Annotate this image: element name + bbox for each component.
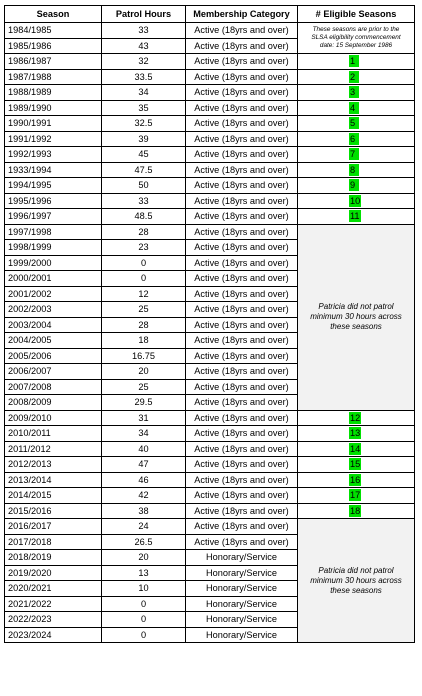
eligible-season-cell: [298, 162, 415, 178]
season-cell: 2004/2005: [5, 333, 102, 349]
season-cell: 2021/2022: [5, 596, 102, 612]
table-row: [5, 209, 415, 225]
patrol-hours-cell: 34: [102, 426, 186, 442]
eligible-season-cell: [298, 131, 415, 147]
eligible-season-cell: [298, 472, 415, 488]
patrol-hours-cell: 13: [102, 565, 186, 581]
season-cell: 1988/1989: [5, 85, 102, 101]
header-membership-category: Membership Category: [186, 6, 298, 23]
membership-category-cell: Honorary/Service: [186, 550, 298, 566]
eligible-season-badge: 10: [350, 195, 361, 206]
patrol-hours-cell: 42: [102, 488, 186, 504]
season-cell: 2002/2003: [5, 302, 102, 318]
patrol-hours-cell: 34: [102, 85, 186, 101]
season-cell: 2012/2013: [5, 457, 102, 473]
header-season: Season: [5, 6, 102, 23]
patrol-hours-cell: 23: [102, 240, 186, 256]
eligible-season-badge: 4: [349, 102, 359, 114]
eligible-season-badge: 1: [349, 55, 359, 67]
table-row: [5, 224, 415, 240]
membership-category-cell: Active (18yrs and over): [186, 178, 298, 194]
eligible-season-badge: 9: [349, 179, 359, 191]
membership-category-cell: Honorary/Service: [186, 612, 298, 628]
season-cell: 1990/1991: [5, 116, 102, 132]
membership-category-cell: Active (18yrs and over): [186, 116, 298, 132]
patrol-hours-cell: 31: [102, 410, 186, 426]
membership-category-cell: Active (18yrs and over): [186, 317, 298, 333]
membership-category-cell: Active (18yrs and over): [186, 395, 298, 411]
header-patrol-hours: Patrol Hours: [102, 6, 186, 23]
season-cell: 2017/2018: [5, 534, 102, 550]
membership-category-cell: Active (18yrs and over): [186, 240, 298, 256]
membership-category-cell: Active (18yrs and over): [186, 333, 298, 349]
patrol-hours-cell: 28: [102, 224, 186, 240]
season-cell: 2023/2024: [5, 627, 102, 643]
membership-category-cell: Active (18yrs and over): [186, 379, 298, 395]
eligibility-note: Patricia did not patrol minimum 30 hours across these seasons: [298, 224, 415, 410]
table-row: [5, 503, 415, 519]
table-row: [5, 85, 415, 101]
membership-category-cell: Active (18yrs and over): [186, 100, 298, 116]
patrol-hours-cell: 50: [102, 178, 186, 194]
eligible-season-cell: [298, 410, 415, 426]
table-row: [5, 410, 415, 426]
patrol-hours-cell: 24: [102, 519, 186, 535]
table-row: [5, 54, 415, 70]
eligible-season-badge: 17: [350, 490, 361, 501]
eligible-season-badge: 16: [350, 474, 361, 485]
eligible-season-badge: 6: [349, 133, 359, 145]
patrol-hours-cell: 26.5: [102, 534, 186, 550]
patrol-hours-cell: 35: [102, 100, 186, 116]
eligible-season-badge: 12: [350, 412, 361, 423]
season-cell: 2001/2002: [5, 286, 102, 302]
patrol-hours-cell: 48.5: [102, 209, 186, 225]
membership-category-cell: Active (18yrs and over): [186, 488, 298, 504]
table-row: [5, 69, 415, 85]
eligible-season-badge: 11: [350, 211, 360, 222]
membership-category-cell: Active (18yrs and over): [186, 534, 298, 550]
season-cell: 2018/2019: [5, 550, 102, 566]
patrol-hours-cell: 38: [102, 503, 186, 519]
eligible-season-cell: [298, 116, 415, 132]
eligible-season-cell: [298, 69, 415, 85]
membership-category-cell: Active (18yrs and over): [186, 193, 298, 209]
patrol-hours-cell: 12: [102, 286, 186, 302]
membership-category-cell: Honorary/Service: [186, 596, 298, 612]
season-cell: 2014/2015: [5, 488, 102, 504]
eligible-season-badge: 7: [349, 148, 359, 160]
patrol-hours-cell: 40: [102, 441, 186, 457]
season-cell: 2007/2008: [5, 379, 102, 395]
membership-category-cell: Active (18yrs and over): [186, 209, 298, 225]
membership-category-cell: Active (18yrs and over): [186, 364, 298, 380]
membership-category-cell: Honorary/Service: [186, 581, 298, 597]
season-cell: 1991/1992: [5, 131, 102, 147]
membership-category-cell: Active (18yrs and over): [186, 348, 298, 364]
season-cell: 1999/2000: [5, 255, 102, 271]
eligible-season-cell: [298, 54, 415, 70]
table-body: [5, 23, 415, 643]
table-row: [5, 472, 415, 488]
eligible-season-cell: [298, 503, 415, 519]
membership-category-cell: Active (18yrs and over): [186, 147, 298, 163]
patrol-hours-cell: 28: [102, 317, 186, 333]
patrol-hours-cell: 0: [102, 271, 186, 287]
eligible-season-badge: 18: [350, 505, 361, 516]
eligible-season-badge: 15: [350, 459, 361, 470]
season-cell: 1986/1987: [5, 54, 102, 70]
season-cell: 2013/2014: [5, 472, 102, 488]
table-row: [5, 162, 415, 178]
patrol-hours-cell: 20: [102, 364, 186, 380]
patrol-hours-cell: 45: [102, 147, 186, 163]
season-cell: 1996/1997: [5, 209, 102, 225]
patrol-hours-cell: 25: [102, 302, 186, 318]
patrol-hours-cell: 10: [102, 581, 186, 597]
eligible-season-badge: 8: [349, 164, 359, 176]
season-cell: 2016/2017: [5, 519, 102, 535]
season-cell: 1989/1990: [5, 100, 102, 116]
season-cell: 1987/1988: [5, 69, 102, 85]
patrol-hours-cell: 20: [102, 550, 186, 566]
season-cell: 2006/2007: [5, 364, 102, 380]
header-eligible-seasons: # Eligible Seasons: [298, 6, 415, 23]
membership-category-cell: Active (18yrs and over): [186, 302, 298, 318]
membership-category-cell: Active (18yrs and over): [186, 85, 298, 101]
patrol-hours-cell: 47.5: [102, 162, 186, 178]
season-cell: 1984/1985: [5, 23, 102, 39]
season-cell: 2019/2020: [5, 565, 102, 581]
patrol-hours-cell: 43: [102, 38, 186, 54]
patrol-hours-cell: 32.5: [102, 116, 186, 132]
table-row: [5, 131, 415, 147]
season-cell: 2022/2023: [5, 612, 102, 628]
season-cell: 2000/2001: [5, 271, 102, 287]
patrol-hours-cell: 0: [102, 627, 186, 643]
patrol-hours-cell: 16.75: [102, 348, 186, 364]
season-cell: 2008/2009: [5, 395, 102, 411]
season-cell: 1985/1986: [5, 38, 102, 54]
season-cell: 1933/1994: [5, 162, 102, 178]
membership-category-cell: Honorary/Service: [186, 627, 298, 643]
table-row: [5, 441, 415, 457]
season-cell: 2020/2021: [5, 581, 102, 597]
patrol-hours-cell: 47: [102, 457, 186, 473]
season-cell: 2010/2011: [5, 426, 102, 442]
eligible-season-cell: [298, 441, 415, 457]
membership-category-cell: Active (18yrs and over): [186, 472, 298, 488]
membership-category-cell: Honorary/Service: [186, 565, 298, 581]
header-row: [5, 6, 415, 23]
eligible-season-cell: [298, 426, 415, 442]
season-cell: 2005/2006: [5, 348, 102, 364]
table-row: [5, 147, 415, 163]
eligible-season-cell: [298, 147, 415, 163]
patrol-hours-cell: 33.5: [102, 69, 186, 85]
table-row: [5, 457, 415, 473]
table-row: [5, 116, 415, 132]
season-cell: 1994/1995: [5, 178, 102, 194]
table-row: [5, 100, 415, 116]
patrol-hours-cell: 25: [102, 379, 186, 395]
patrol-hours-cell: 0: [102, 612, 186, 628]
eligible-season-badge: 5: [349, 117, 359, 129]
eligibility-note: Patricia did not patrol minimum 30 hours across these seasons: [298, 519, 415, 643]
membership-category-cell: Active (18yrs and over): [186, 503, 298, 519]
eligible-season-cell: [298, 488, 415, 504]
eligible-season-badge: 14: [350, 443, 361, 454]
patrol-hours-cell: 32: [102, 54, 186, 70]
table-row: [5, 519, 415, 535]
season-cell: 1997/1998: [5, 224, 102, 240]
membership-category-cell: Active (18yrs and over): [186, 441, 298, 457]
eligible-season-cell: [298, 100, 415, 116]
season-cell: 2009/2010: [5, 410, 102, 426]
membership-category-cell: Active (18yrs and over): [186, 162, 298, 178]
season-cell: 1992/1993: [5, 147, 102, 163]
membership-category-cell: Active (18yrs and over): [186, 271, 298, 287]
membership-category-cell: Active (18yrs and over): [186, 38, 298, 54]
season-cell: 1998/1999: [5, 240, 102, 256]
season-cell: 2011/2012: [5, 441, 102, 457]
season-cell: 2003/2004: [5, 317, 102, 333]
membership-category-cell: Active (18yrs and over): [186, 69, 298, 85]
patrol-hours-table: [4, 5, 415, 643]
eligible-season-cell: [298, 85, 415, 101]
membership-category-cell: Active (18yrs and over): [186, 519, 298, 535]
eligible-season-badge: 13: [350, 428, 361, 439]
patrol-hours-cell: 29.5: [102, 395, 186, 411]
patrol-hours-cell: 0: [102, 255, 186, 271]
patrol-hours-cell: 46: [102, 472, 186, 488]
eligible-season-cell: [298, 193, 415, 209]
season-cell: 2015/2016: [5, 503, 102, 519]
patrol-hours-cell: 33: [102, 23, 186, 39]
eligible-season-cell: [298, 457, 415, 473]
membership-category-cell: Active (18yrs and over): [186, 255, 298, 271]
table-row: [5, 23, 415, 39]
patrol-hours-cell: 39: [102, 131, 186, 147]
patrol-hours-cell: 33: [102, 193, 186, 209]
membership-category-cell: Active (18yrs and over): [186, 410, 298, 426]
table-row: [5, 178, 415, 194]
patrol-hours-cell: 18: [102, 333, 186, 349]
patrol-hours-cell: 0: [102, 596, 186, 612]
membership-category-cell: Active (18yrs and over): [186, 224, 298, 240]
membership-category-cell: Active (18yrs and over): [186, 426, 298, 442]
eligible-season-badge: 3: [349, 86, 359, 98]
membership-category-cell: Active (18yrs and over): [186, 131, 298, 147]
membership-category-cell: Active (18yrs and over): [186, 286, 298, 302]
membership-category-cell: Active (18yrs and over): [186, 23, 298, 39]
table-row: [5, 193, 415, 209]
eligible-season-cell: [298, 209, 415, 225]
membership-category-cell: Active (18yrs and over): [186, 457, 298, 473]
table-row: [5, 488, 415, 504]
eligible-season-cell: [298, 178, 415, 194]
season-cell: 1995/1996: [5, 193, 102, 209]
membership-category-cell: Active (18yrs and over): [186, 54, 298, 70]
eligibility-note: These seasons are prior to the SLSA eligibility commencement date: 15 September 1986: [298, 23, 415, 54]
table-row: [5, 426, 415, 442]
eligible-season-badge: 2: [349, 71, 359, 83]
